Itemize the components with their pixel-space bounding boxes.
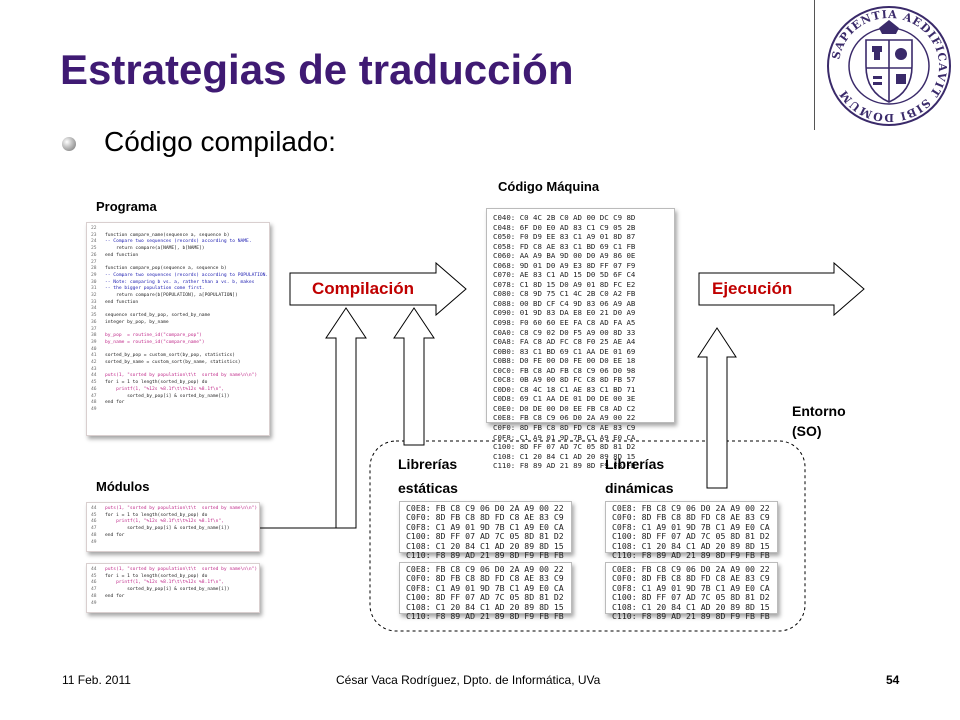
hex-row: C100: 8D FF 07 AD 7C 05 8D 81 D2 xyxy=(406,531,564,542)
code-line-text: -- Compare two sequences (records) according to POPULATION. xyxy=(105,272,269,278)
hex-row: C0D0: C8 4C 18 C1 AE 83 C1 BD 71 xyxy=(493,384,636,394)
hex-row: C070: AE 83 C1 AD 15 D0 5D 6F C4 xyxy=(493,270,636,280)
code-line-text: puts(1, "sorted by population\t\t sorted by name\n\n") xyxy=(105,373,258,379)
hex-row: C108: C1 20 84 C1 AD 20 89 8D 15 xyxy=(406,601,564,612)
code-line-text: by_name = routine_id("compare_name") xyxy=(105,339,205,345)
page-number: 54 xyxy=(886,673,900,687)
hex-row: C0E0: D0 DE 00 D0 EE FB C8 AD C2 xyxy=(493,403,636,413)
code-line-text: end for xyxy=(105,532,125,538)
label-codigo-maquina: Código Máquina xyxy=(498,179,600,194)
code-line-number: 49 xyxy=(91,539,97,545)
hex-row: C0E8: FB C8 C9 06 D0 2A A9 00 22 xyxy=(612,503,770,513)
compilacion-label: Compilación xyxy=(312,279,415,298)
code-line-text: sorted_by_pop[i] & sorted_by_name[i]) xyxy=(105,587,230,593)
label-modulos: Módulos xyxy=(96,479,150,494)
code-line-text: integer by_pop, by_name xyxy=(105,319,169,325)
code-line-number: 35 xyxy=(91,313,97,319)
hex-row: C098: F0 60 60 EE FA C8 AD FA A5 xyxy=(493,318,636,328)
hex-row: C058: FD C8 AE 83 C1 BD 69 C1 FB xyxy=(493,241,636,251)
code-line-text: return compare(a[NAME], b[NAME]) xyxy=(105,246,205,252)
hex-row: C0F8: C1 A9 01 9D 7B C1 A9 E0 CA xyxy=(406,582,564,593)
hex-row: C108: C1 20 84 C1 AD 20 89 8D 15 xyxy=(406,540,564,551)
code-line-text: sorted_by_pop[i] & sorted_by_name[i]) xyxy=(105,393,230,399)
label-entorno-line1: Entorno xyxy=(792,403,846,419)
code-line-number: 41 xyxy=(91,353,97,359)
code-line-number: 32 xyxy=(91,293,97,299)
code-line-text: end function xyxy=(105,252,139,258)
hex-row: C100: 8D FF 07 AD 7C 05 8D 81 D2 xyxy=(612,592,770,603)
code-line-number: 45 xyxy=(91,512,97,518)
code-line-number: 47 xyxy=(91,526,97,532)
code-line-number: 44 xyxy=(91,506,97,511)
hex-row: C110: F8 89 AD 21 89 8D F9 FB FB xyxy=(612,550,770,561)
code-line-number: 44 xyxy=(91,567,97,572)
hex-row: C0B0: 83 C1 BD 69 C1 AA DE 01 69 xyxy=(493,346,636,356)
hex-row: C110: F8 89 AD 21 89 8D F9 FB FB xyxy=(612,611,770,622)
label-librerias-estaticas xyxy=(398,452,458,500)
hex-row: C088: 00 BD CF C4 9D 83 06 A9 AB xyxy=(493,298,636,308)
code-line-text: printf(1, "%12s %8.1f\t\t%12s %8.1f\n", xyxy=(105,386,224,392)
code-line-number: 26 xyxy=(91,252,97,258)
code-line-text: function compare_name(sequence a, sequence b) xyxy=(105,232,230,238)
hex-row: C0F8: C1 A9 01 9D 7B C1 A9 E0 CA xyxy=(612,582,770,593)
code-line-number: 24 xyxy=(91,239,97,245)
code-line-number: 46 xyxy=(91,580,97,586)
code-line-text: sorted_by_pop = custom_sort(by_pop, statistics) xyxy=(105,353,235,359)
code-line-number: 30 xyxy=(91,279,97,285)
hex-row: C0F0: 8D FB C8 8D FD C8 AE 83 C9 xyxy=(612,573,770,584)
bullet-text: Código compilado: xyxy=(104,126,336,157)
code-line-number: 45 xyxy=(91,573,97,579)
static-library-code xyxy=(399,501,572,561)
code-line-text: sequence sorted_by_pop, sorted_by_name xyxy=(105,313,211,319)
code-line-text: for i = 1 to length(sorted_by_pop) do xyxy=(105,573,208,579)
hex-row: C108: C1 20 84 C1 AD 20 89 8D 15 xyxy=(612,601,770,612)
dynamic-library-code xyxy=(605,501,778,561)
hex-row: C100: 8D FF 07 AD 7C 05 8D 81 D2 xyxy=(406,592,564,603)
hex-row: C080: C8 9D 75 C1 4C 2B C0 A2 FB xyxy=(493,289,636,299)
code-line-text: puts(1, "sorted by population\t\t sorted by name\n\n") xyxy=(105,567,258,572)
code-line-text: printf(1, "%12s %8.1f\t\t%12s %8.1f\n", xyxy=(105,519,224,525)
code-line-text: by_pop = routine_id("compare_pop") xyxy=(105,333,202,339)
code-line-number: 48 xyxy=(91,593,97,599)
hex-row: C110: F8 89 AD 21 89 8D F9 FB FB xyxy=(406,611,564,622)
hex-row: C0C8: 0B A9 00 8D FC C8 8D FB 57 xyxy=(493,375,636,385)
hex-row: C110: F8 89 AD 21 89 8D F9 FB FB xyxy=(406,550,564,561)
hex-row: C0A0: C8 C9 02 D0 F5 A9 00 8D 33 xyxy=(493,327,636,337)
code-line-number: 27 xyxy=(91,259,97,265)
code-line-number: 46 xyxy=(91,519,97,525)
hex-row: C068: 9D 01 D0 A9 E3 8D FF 07 F9 xyxy=(493,260,636,270)
hex-row: C0E8: FB C8 C9 06 D0 2A A9 00 22 xyxy=(406,564,564,574)
code-line-number: 48 xyxy=(91,400,97,406)
hex-row: C048: 6F D0 E0 AD 83 C1 C9 05 2B xyxy=(493,222,636,232)
code-line-number: 48 xyxy=(91,532,97,538)
hex-row: C0F8: C1 A9 01 9D 7B C1 A9 E0 CA xyxy=(493,432,636,442)
footer-date: 11 Feb. 2011 xyxy=(62,673,131,687)
static-libs-up-arrow xyxy=(394,308,434,445)
label-programa: Programa xyxy=(96,199,157,214)
hex-row: C090: 01 9D 83 DA E8 E0 21 D0 A9 xyxy=(493,308,636,318)
code-line-number: 37 xyxy=(91,326,97,332)
code-line-number: 25 xyxy=(91,246,97,252)
code-line-number: 44 xyxy=(91,373,97,379)
hex-row: C0F0: 8D FB C8 8D FD C8 AE 83 C9 xyxy=(493,423,636,433)
hex-row: C040: C0 4C 2B C0 AD 00 DC C9 8D xyxy=(493,213,636,222)
hex-row: C0F0: 8D FB C8 8D FD C8 AE 83 C9 xyxy=(612,512,770,523)
code-line-number: 40 xyxy=(91,346,97,352)
code-line-text: puts(1, "sorted by population\t\t sorted by name\n\n") xyxy=(105,506,258,511)
code-line-text: for i = 1 to length(sorted_by_pop) do xyxy=(105,380,208,386)
code-line-number: 39 xyxy=(91,339,97,345)
hex-row: C0E8: FB C8 C9 06 D0 2A A9 00 22 xyxy=(493,413,636,423)
code-line-text: sorted_by_pop[i] & sorted_by_name[i]) xyxy=(105,526,230,532)
code-line-number: 45 xyxy=(91,380,97,386)
code-line-text: sorted_by_name = custom_sort(by_name, statistics) xyxy=(105,360,241,366)
label-librerias-dinamicas-line1: Librerías xyxy=(605,456,665,472)
hex-row: C0E8: FB C8 C9 06 D0 2A A9 00 22 xyxy=(406,503,564,513)
code-line-text: -- the bigger population come first. xyxy=(105,286,205,292)
code-line-text: -- Compare two sequences (records) according to NAME. xyxy=(105,239,252,245)
code-line-number: 42 xyxy=(91,360,97,366)
hex-row: C0B8: D0 FE 00 D0 FE 00 D0 EE 18 xyxy=(493,356,636,366)
hex-row: C0F0: 8D FB C8 8D FD C8 AE 83 C9 xyxy=(406,573,564,584)
footer-author: César Vaca Rodríguez, Dpto. de Informática, UVa xyxy=(336,673,601,687)
code-line-number: 46 xyxy=(91,386,97,392)
dynamic-libs-up-arrow xyxy=(698,328,736,488)
code-line-number: 28 xyxy=(91,266,97,272)
hex-row: C0F8: C1 A9 01 9D 7B C1 A9 E0 CA xyxy=(612,521,770,532)
code-line-number: 47 xyxy=(91,587,97,593)
code-line-text: printf(1, "%12s %8.1f\t\t%12s %8.1f\n", xyxy=(105,580,224,586)
hex-row: C0F8: C1 A9 01 9D 7B C1 A9 E0 CA xyxy=(406,521,564,532)
slide-title: Estrategias de traducción xyxy=(60,46,574,93)
code-line-number: 23 xyxy=(91,232,97,238)
code-line-number: 38 xyxy=(91,333,97,339)
hex-row: C108: C1 20 84 C1 AD 20 89 8D 15 xyxy=(612,540,770,551)
code-line-number: 43 xyxy=(91,366,97,372)
svg-text:SAPIENTIA AEDIFICAVIT SIBI DOM: SAPIENTIA AEDIFICAVIT SIBI DOMUM xyxy=(829,7,950,125)
label-librerias-estaticas-line1: Librerías xyxy=(398,456,458,472)
code-line-text: end function xyxy=(105,299,139,305)
hex-row: C100: 8D FF 07 AD 7C 05 8D 81 D2 xyxy=(493,442,636,452)
label-entorno-line2: (SO) xyxy=(792,423,822,439)
ejecucion-label: Ejecución xyxy=(712,279,793,298)
label-librerias-dinamicas xyxy=(605,452,673,500)
code-line-number: 49 xyxy=(91,600,97,606)
hex-row: C0A8: FA C8 AD FC C8 F0 25 AE A4 xyxy=(493,337,636,347)
hex-row: C0D8: 69 C1 AA DE 01 D0 DE 00 3E xyxy=(493,394,636,404)
code-line-text: for i = 1 to length(sorted_by_pop) do xyxy=(105,512,208,518)
label-librerias-dinamicas-line2: dinámicas xyxy=(605,480,674,496)
code-line-number: 22 xyxy=(91,226,97,231)
code-line-number: 49 xyxy=(91,406,97,412)
label-librerias-estaticas-line2: estáticas xyxy=(398,480,458,496)
code-line-number: 36 xyxy=(91,319,97,325)
hex-row: C050: F0 D9 EE 83 C1 A9 01 8D 87 xyxy=(493,232,636,242)
modulos-up-arrow xyxy=(326,308,366,528)
code-line-text: end for xyxy=(105,400,125,406)
hex-row: C0C0: FB C8 AD FB C8 C9 06 D0 98 xyxy=(493,365,636,375)
hex-row: C060: AA A9 BA 9D 00 D0 A9 86 0E xyxy=(493,251,636,261)
code-line-number: 29 xyxy=(91,272,97,278)
hex-row: C108: C1 20 84 C1 AD 20 89 8D 15 xyxy=(493,451,636,461)
hex-row: C100: 8D FF 07 AD 7C 05 8D 81 D2 xyxy=(612,531,770,542)
code-line-number: 31 xyxy=(91,286,97,292)
code-line-number: 47 xyxy=(91,393,97,399)
code-line-text: function compare_pop(sequence a, sequence b) xyxy=(105,266,227,272)
hex-row: C0F0: 8D FB C8 8D FD C8 AE 83 C9 xyxy=(406,512,564,523)
code-line-text: return compare(b[POPULATION], a[POPULATION]) xyxy=(105,293,238,299)
code-line-number: 33 xyxy=(91,299,97,305)
dynamic-library-code xyxy=(605,562,778,622)
code-line-number: 34 xyxy=(91,306,97,312)
code-line-text: -- Note: comparing b vs. a, rather than a vs. b, makes xyxy=(105,279,255,285)
label-entorno xyxy=(792,401,846,441)
hex-row: C0E8: FB C8 C9 06 D0 2A A9 00 22 xyxy=(612,564,770,574)
hex-row: C078: C1 8D 15 D0 A9 01 8D FC E2 xyxy=(493,279,636,289)
hex-row: C110: F8 89 AD 21 89 8D F9 FB FB xyxy=(493,461,636,471)
code-line-text: end for xyxy=(105,593,125,599)
static-library-code xyxy=(399,562,572,622)
